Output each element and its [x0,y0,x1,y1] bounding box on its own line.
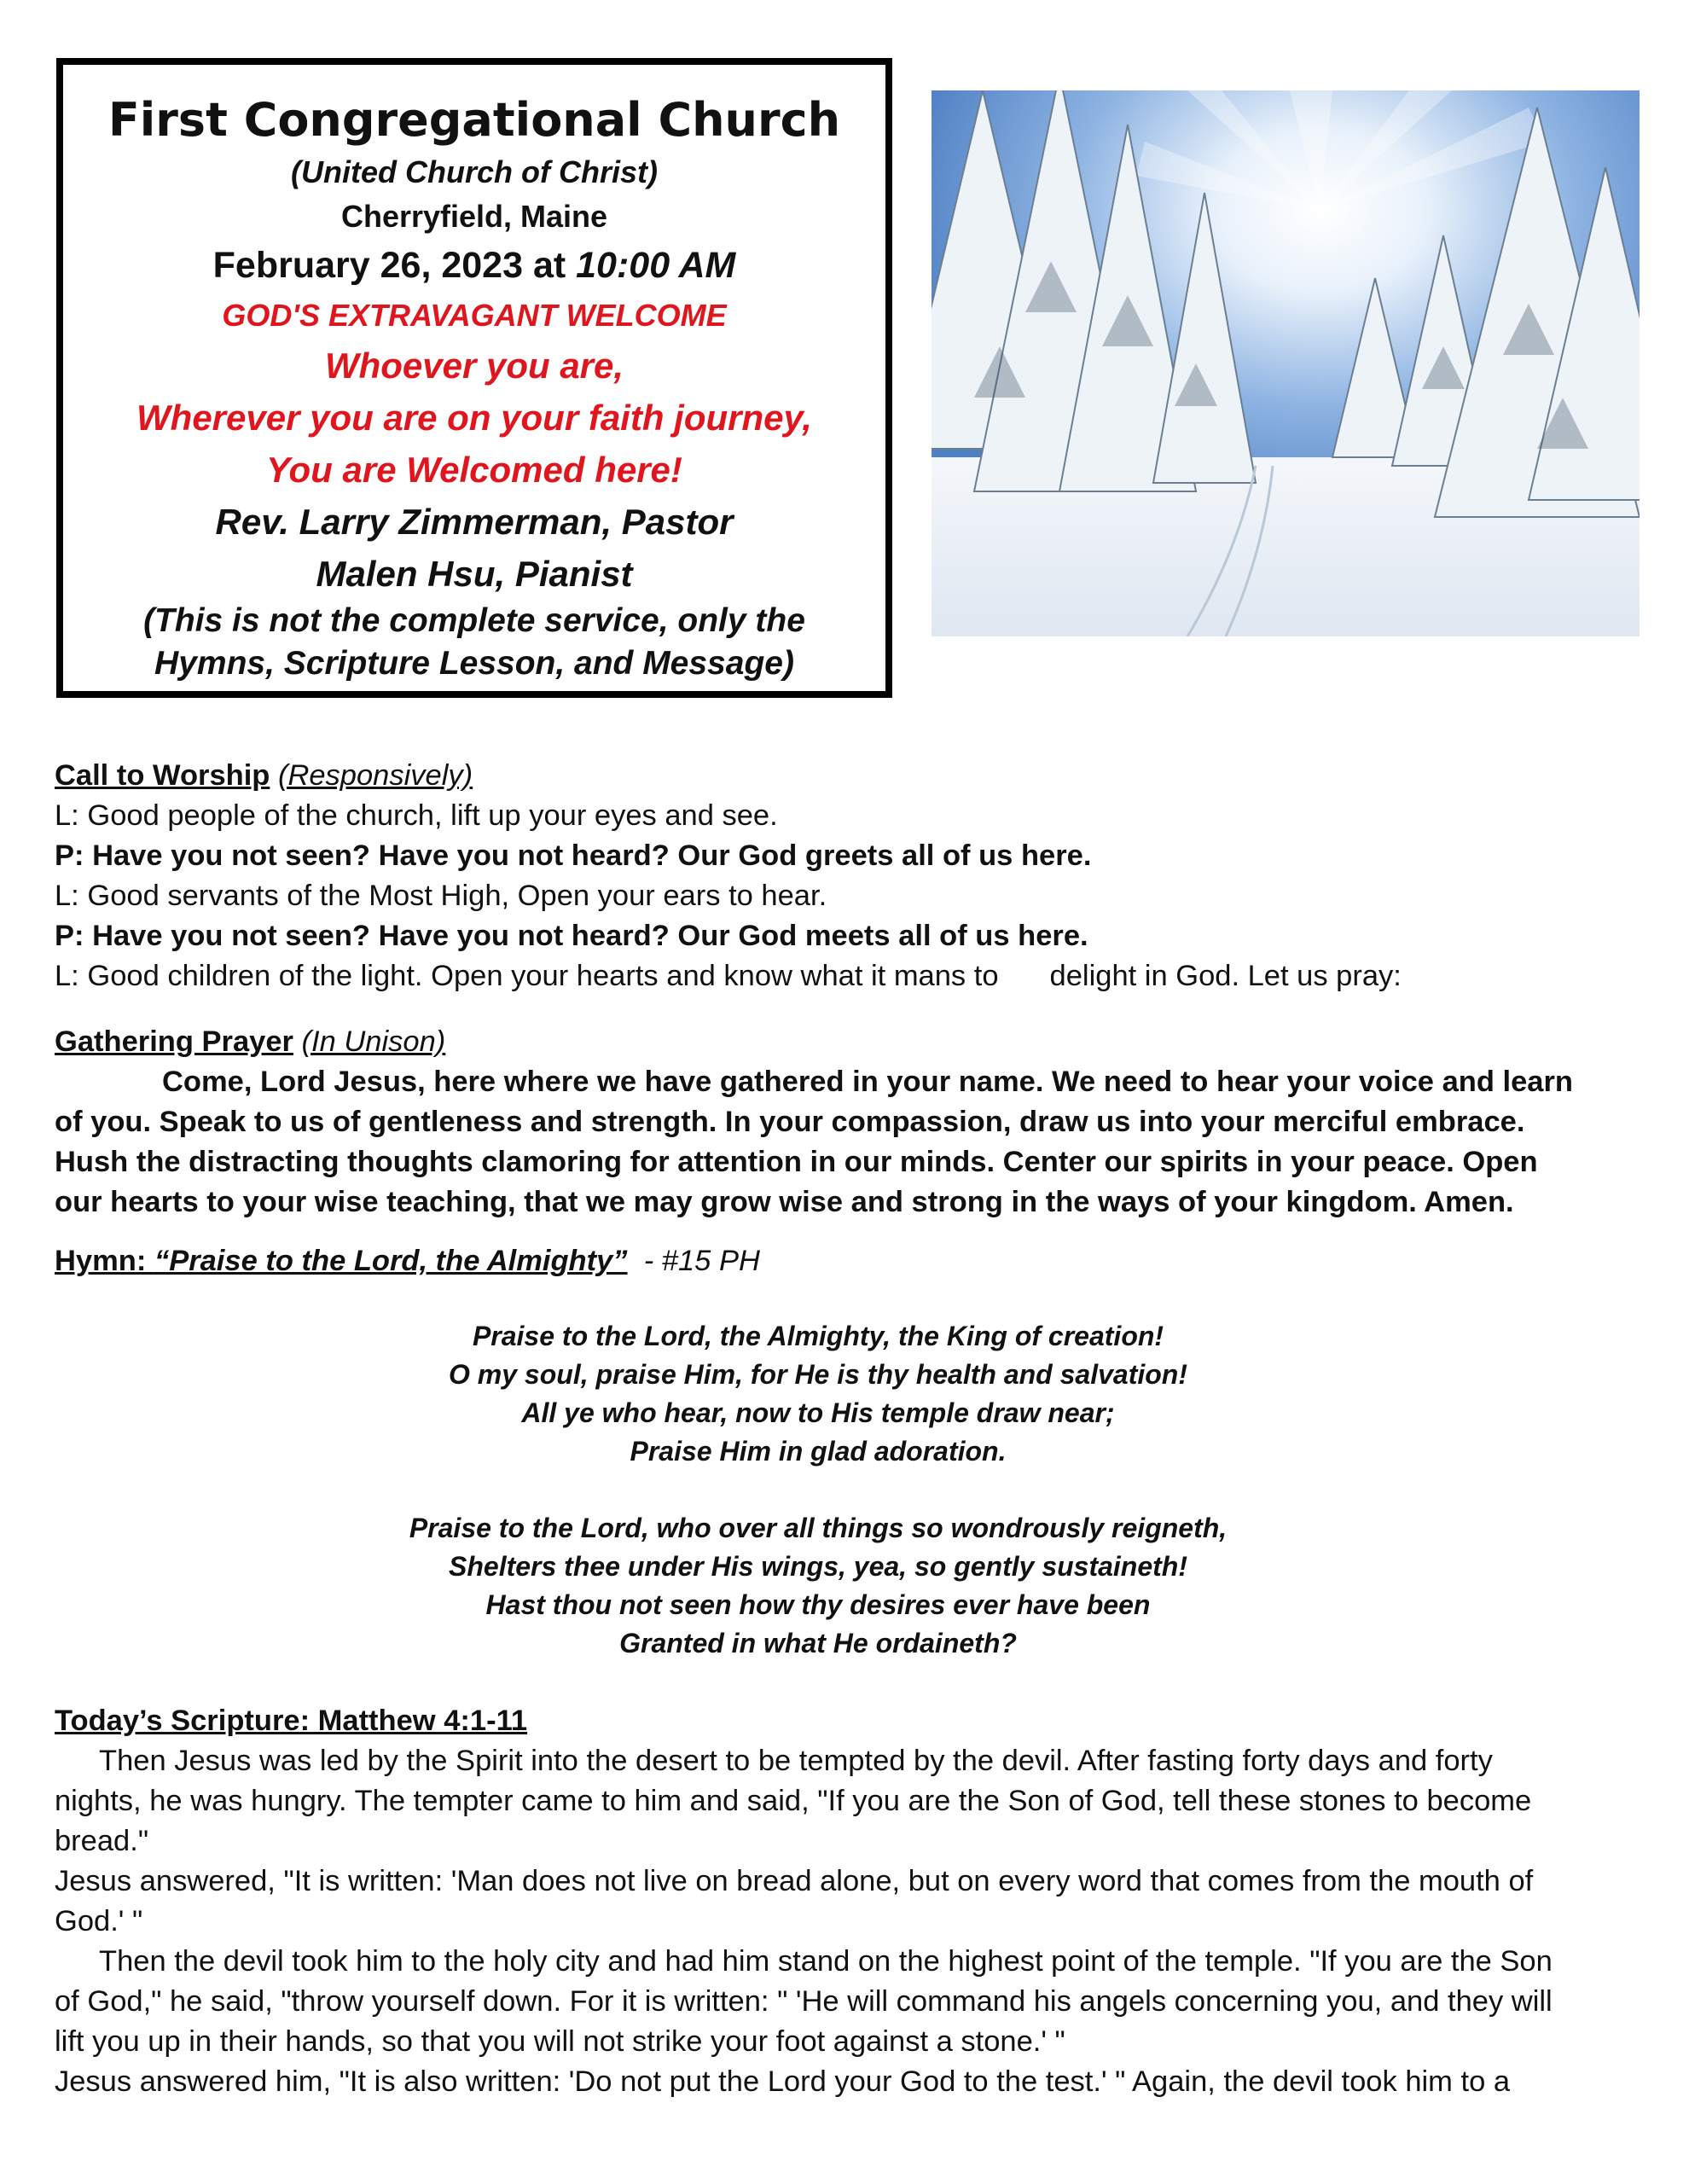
gathering-prayer-heading [55,1022,1582,1062]
scripture-paragraph: Jesus answered, "It is written: 'Man does not live on bread alone, but on every word that comes from the mouth of God.' " [55,1865,1534,1937]
header-box [56,58,892,698]
people-line: P: Have you not seen? Have you not heard? Our God greets all of us here. [55,839,1092,872]
hymn-line: Granted in what He ordaineth? [619,1628,1017,1658]
section-mode: (Responsively) [277,759,473,792]
scripture-paragraph: Then Jesus was led by the Spirit into the desert to be tempted by the devil. After fasting forty days and forty nights, he was hungry. The tempter came to him and said, "If you are the Son of God, tell these stones to become bread." [55,1745,1532,1857]
hymn-verse [55,1317,1582,1471]
bulletin-body [55,756,1582,2102]
snowy-forest-image [932,90,1640,636]
hymn-label: Hymn: [55,1245,154,1277]
leader-line-start: L: Good children of the light. Open your hearts and know what it mans to [55,960,999,992]
pianist-name: Malen Hsu, Pianist [316,554,633,594]
hymn-line: Hast thou not seen how thy desires ever have been [485,1589,1151,1620]
scripture-paragraph: Jesus answered him, "It is also written: 'Do not put the Lord your God to the test.' " Again, the devil took him to a [55,2065,1511,2098]
section-mode: (In Unison) [301,1025,446,1058]
welcome-line: You are Welcomed here! [266,450,682,490]
welcome-heading: GOD'S EXTRAVAGANT WELCOME [222,298,727,333]
hymn-verse [55,1509,1582,1663]
hymn-heading [55,1241,1582,1281]
service-time: 10:00 AM [576,245,736,286]
denomination: (United Church of Christ) [291,154,658,189]
hymn-line: Praise to the Lord, who over all things so wondrously reigneth, [409,1513,1228,1543]
service-note: Hymns, Scripture Lesson, and Message) [154,645,794,682]
service-date [63,239,885,292]
church-name: First Congregational Church [107,93,841,147]
hymn-title: “Praise to the Lord, the Almighty” [154,1245,628,1277]
welcome-line: Wherever you are on your faith journey, [136,398,812,438]
call-to-worship-heading [55,756,1582,796]
gathering-prayer-text: Come, Lord Jesus, here where we have gathered in your name. We need to hear your voice and learn of you. Speak to us of gentleness and strength. In your compassion, draw us into your merciful embrace. Hush the distracting thoughts clamoring for attention in our minds. Center our spirits in your peace. Open our hearts to your wise teaching, that we may grow wise and strong in the ways of your kingdom. Amen. [55,1066,1573,1218]
service-note: (This is not the complete service, only the [143,602,805,639]
hymn-line: Shelters thee under His wings, yea, so gently sustaineth! [449,1551,1187,1582]
section-heading: Call to Worship [55,759,270,792]
hymn-line: O my soul, praise Him, for He is thy health and salvation! [449,1359,1187,1390]
welcome-line: Whoever you are, [324,346,624,386]
leader-line-end: delight in God. Let us pray: [1049,960,1402,992]
hymn-reference: - #15 PH [643,1245,760,1277]
leader-line [55,956,1582,996]
scripture-paragraph: Then the devil took him to the holy city and had him stand on the highest point of the temple. "If you are the Son of God," he said, "throw yourself down. For it is written: " 'He will command his angels concerning you, and they will lift you up in their hands, so that you will not strike your foot against a stone.' " [55,1945,1553,2058]
section-heading: Gathering Prayer [55,1025,293,1058]
leader-line: L: Good servants of the Most High, Open your ears to hear. [55,880,827,912]
hymn-line: Praise to the Lord, the Almighty, the King of creation! [472,1321,1164,1351]
people-line: P: Have you not seen? Have you not heard? Our God meets all of us here. [55,920,1088,952]
hymn-line: Praise Him in glad adoration. [630,1436,1007,1467]
leader-line: L: Good people of the church, lift up your eyes and see. [55,799,778,832]
service-date-text: February 26, 2023 at [212,245,577,286]
pastor-name: Rev. Larry Zimmerman, Pastor [215,502,734,542]
scripture-heading: Today’s Scripture: Matthew 4:1-11 [55,1705,528,1737]
hymn-line: All ye who hear, now to His temple draw near; [521,1397,1115,1428]
church-location: Cherryfield, Maine [340,199,608,234]
